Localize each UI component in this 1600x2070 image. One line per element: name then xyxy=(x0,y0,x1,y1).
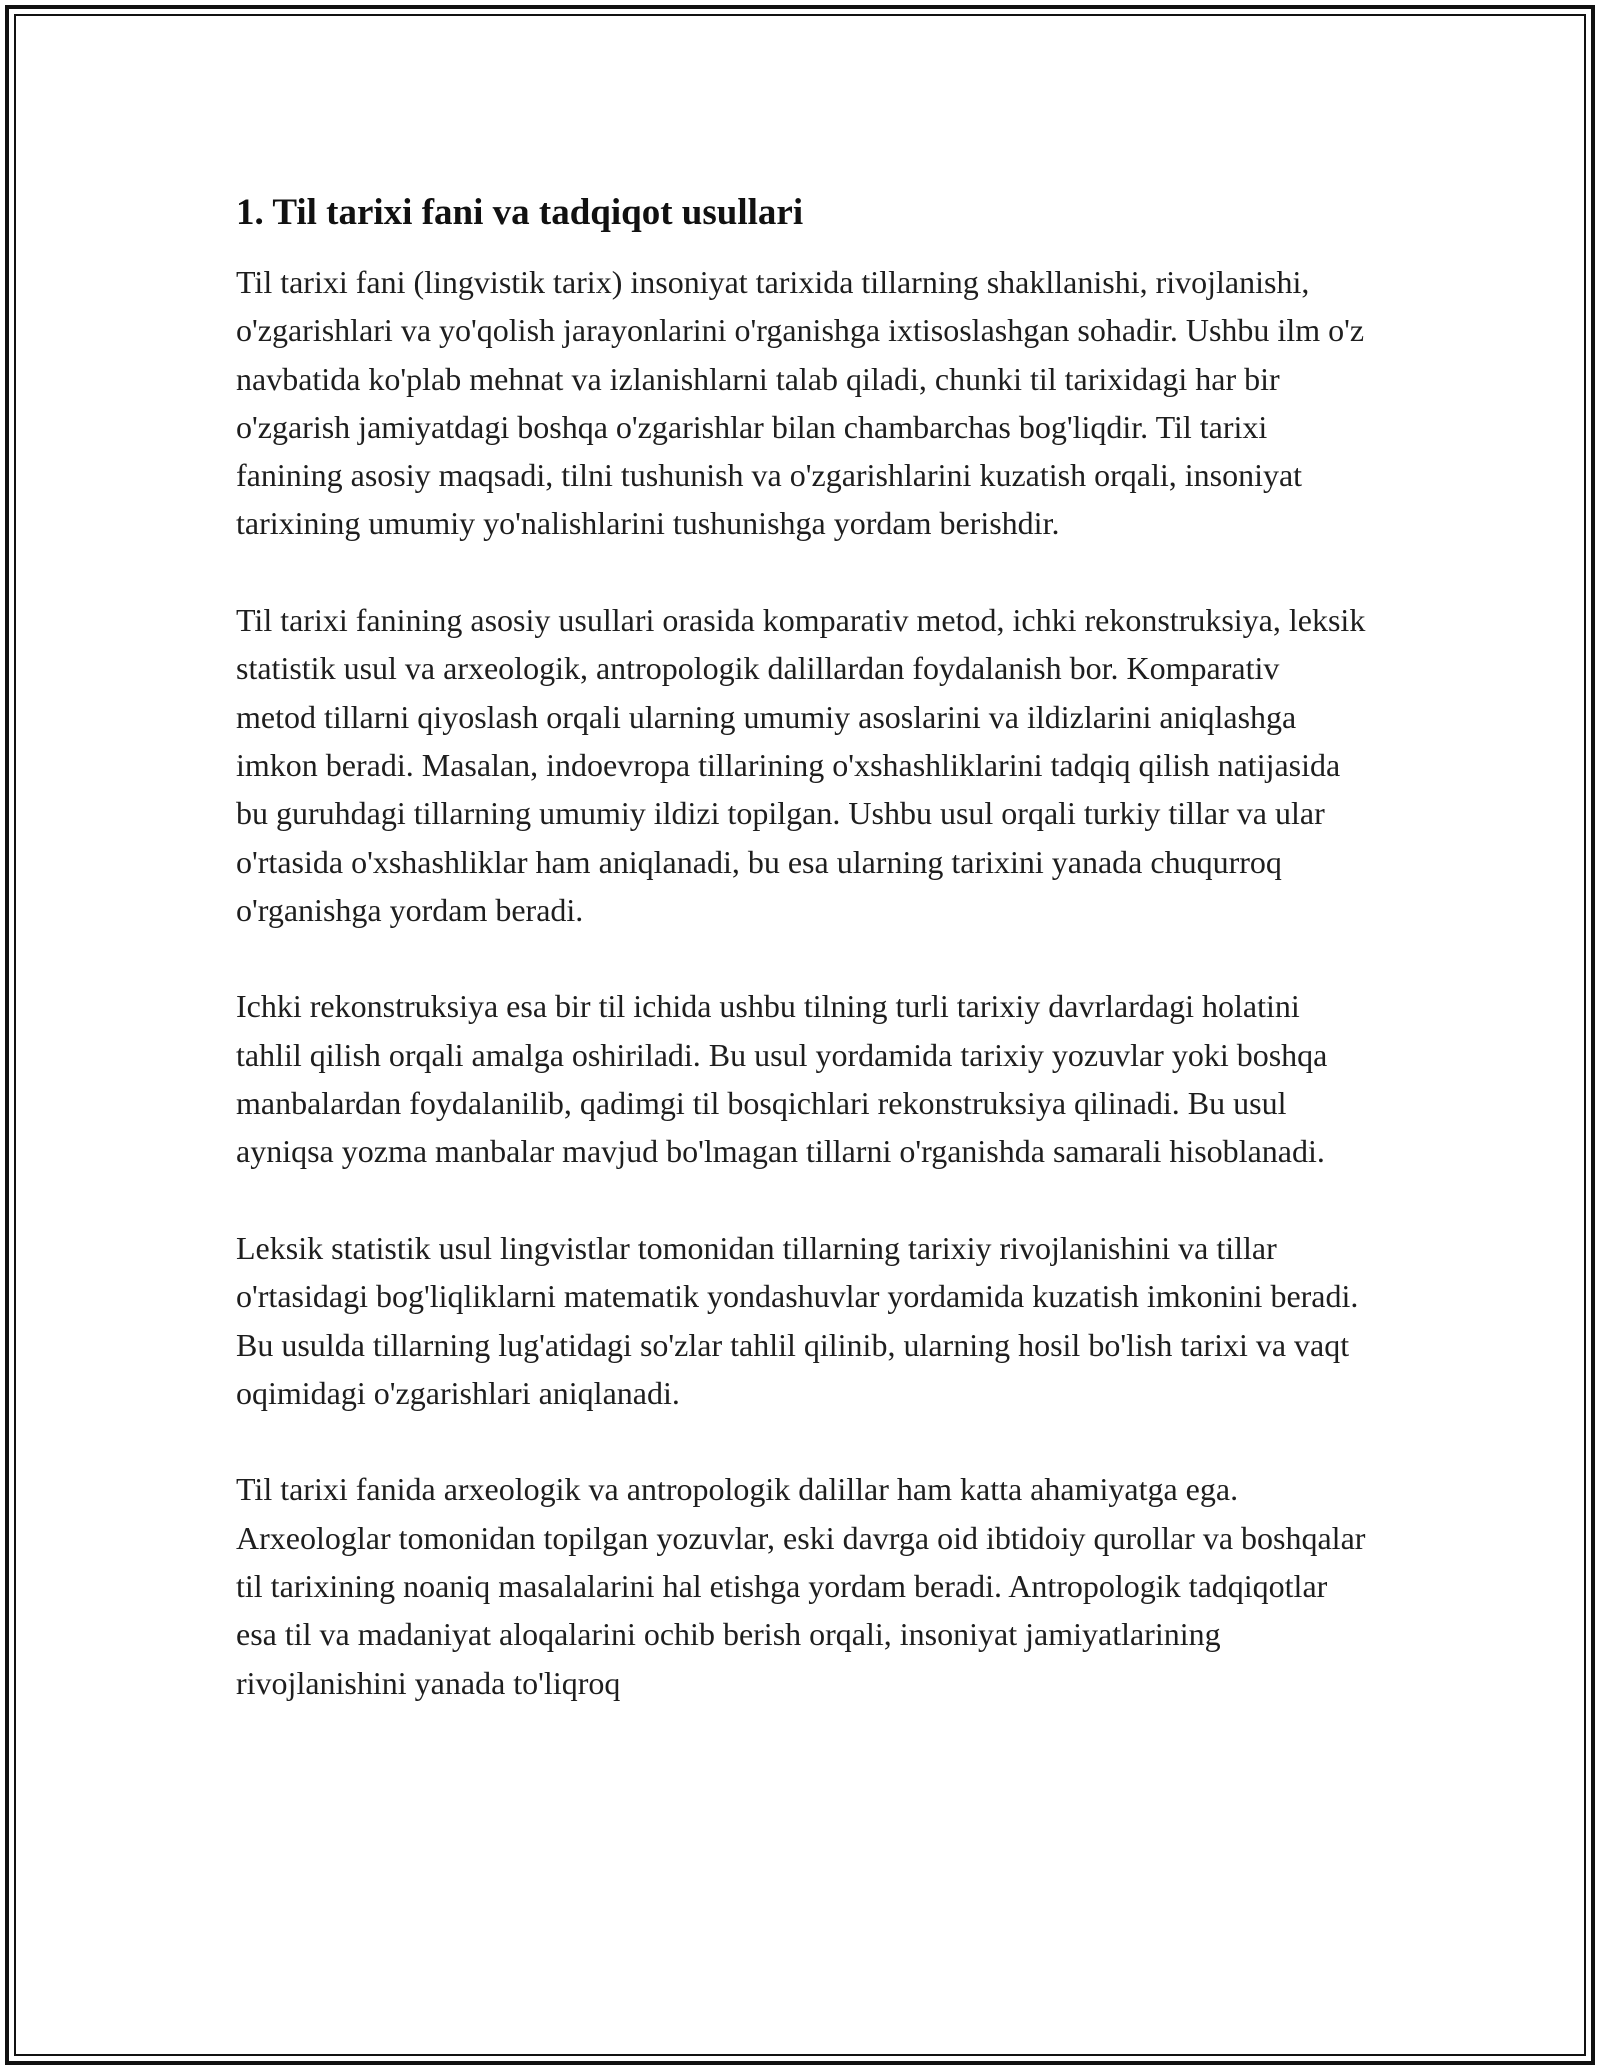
paragraph-internal-reconstruction: Ichki rekonstruksiya esa bir til ichida ushbu tilning turli tarixiy davrlardagi holatini tahlil qilish orqali amalga oshiriladi. Bu usul yordamida tarixiy yozuvlar yoki boshqa manbalardan foydalanilib, qadimgi til bosqichlari rekonstruksiya qilinadi. Bu usul ayniqsa yozma manbalar mavjud bo'lmagan tillarni o'rganishda samarali hisoblanadi. xyxy=(236,988,1328,1170)
document-body xyxy=(236,188,1366,1755)
paragraph-archaeology: Til tarixi fanida arxeologik va antropologik dalillar ham katta ahamiyatga ega. Arxeologlar tomonidan topilgan yozuvlar, eski davrga oid ibtidoiy qurollar va boshqalar til tarixining noaniq masalalarini hal etishga yordam beradi. Antropologik tadqiqotlar esa til va madaniyat aloqalarini ochib berish orqali, insoniyat jamiyatlarining rivojlanishini yanada to'liqroq xyxy=(236,1471,1366,1701)
paragraph-intro: Til tarixi fani (lingvistik tarix) insoniyat tarixida tillarning shakllanishi, rivojlanishi, o'zgarishlari va yo'qolish jarayonlarini o'rganishga ixtisoslashgan sohadir. Ushbu ilm o'z navbatida ko'plab mehnat va izlanishlarni talab qiladi, chunki til tarixidagi har bir o'zgarish jamiyatdagi boshqa o'zgarishlar bilan chambarchas bog'liqdir. Til tarixi fanining asosiy maqsadi, tilni tushunish va o'zgarishlarini kuzatish orqali, insoniyat tarixining umumiy yo'nalishlarini tushunishga yordam berishdir. xyxy=(236,264,1365,542)
paragraph-methods: Til tarixi fanining asosiy usullari orasida komparativ metod, ichki rekonstruksiya, leksik statistik usul va arxeologik, antropologik dalillardan foydalanish bor. Komparativ metod tillarni qiyoslash orqali ularning umumiy asoslarini va ildizlarini aniqlashga imkon beradi. Masalan, indoevropa tillarining o'xshashliklarini tadqiq qilish natijasida bu guruhdagi tillarning umumiy ildizi topilgan. Ushbu usul orqali turkiy tillar va ular o'rtasida o'xshashliklar ham aniqlanadi, bu esa ularning tarixini yanada chuqurroq o'rganishga yordam beradi. xyxy=(236,602,1366,928)
paragraph-lexicostatistics: Leksik statistik usul lingvistlar tomonidan tillarning tarixiy rivojlanishini va tillar o'rtasidagi bog'liqliklarni matematik yondashuvlar yordamida kuzatish imkonini beradi. Bu usulda tillarning lug'atidagi so'zlar tahlil qilinib, ularning hosil bo'lish tarixi va vaqt oqimidagi o'zgarishlari aniqlanadi. xyxy=(236,1229,1359,1411)
section-heading: 1. Til tarixi fani va tadqiqot usullari xyxy=(236,192,804,233)
